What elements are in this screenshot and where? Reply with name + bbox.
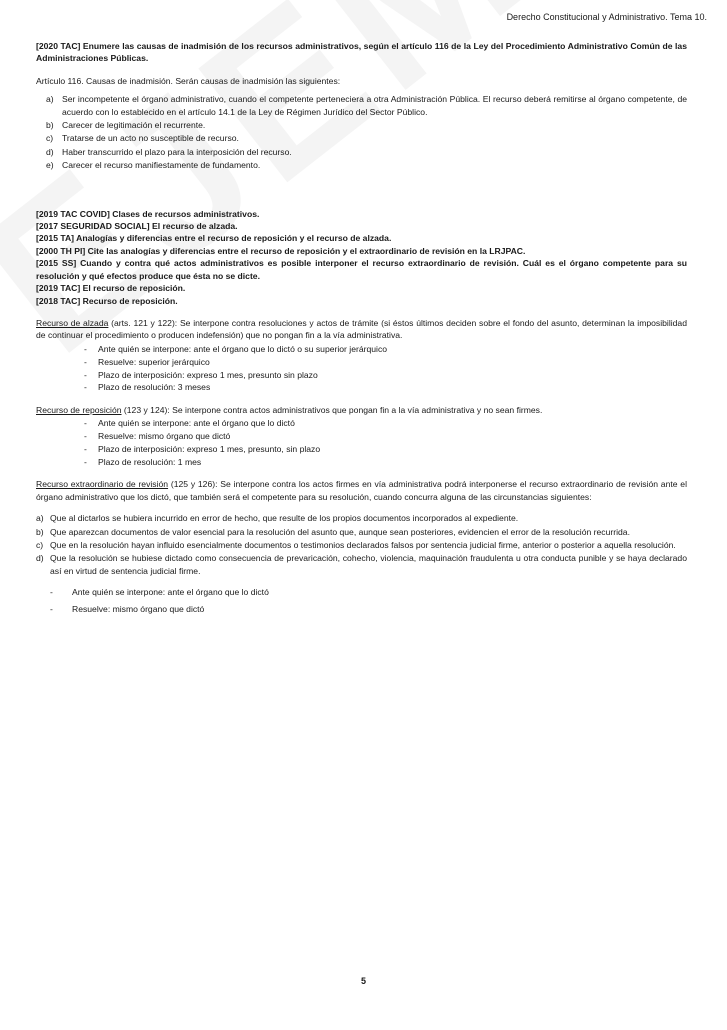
topic-line: [2015 TA] Analogías y diferencias entre el recurso de reposición y el recurso de alzada. [36, 233, 392, 244]
alzada-bullets [36, 343, 687, 394]
list-marker: c) [36, 540, 44, 550]
list-item [36, 526, 687, 538]
bullet-marker: - [84, 369, 87, 380]
bullet-marker: - [84, 356, 87, 367]
revision-bullets [36, 586, 687, 615]
inadmision-list [36, 93, 687, 171]
section-text: (125 y 126): Se interpone contra los actos firmes en vía administrativa podrá interponerse el recurso extraordinario de revisión ante el órgano administrativo que los dictó, que también será el competente para su resolución, cuando concurra alguna de las circunstancias siguientes: [36, 479, 687, 502]
list-marker: b) [46, 120, 54, 131]
list-item-text: Haber transcurrido el plazo para la interposición del recurso. [62, 146, 292, 157]
bullet-text: Ante quién se interpone: ante el órgano que lo dictó o su superior jerárquico [98, 343, 388, 354]
list-item-text: Ser incompetente el órgano administrativo, cuando el competente perteneciera a otra Administración Pública. El recurso deberá remitirse al órgano competente, de acuerdo con lo establecido en el artículo 14.1 de la Ley de Régimen Jurídico del Sector Público. [62, 94, 687, 117]
bullet-item [84, 417, 687, 429]
bullet-marker: - [84, 343, 87, 354]
topic-line: [2018 TAC] Recurso de reposición. [36, 295, 178, 306]
bullet-item [84, 369, 687, 381]
section-paragraph [36, 317, 687, 342]
bullet-item [84, 356, 687, 368]
list-item-text: Tratarse de un acto no susceptible de recurso. [62, 133, 239, 144]
question-inadmision [36, 40, 687, 65]
bullet-text: Plazo de interposición: expreso 1 mes, presunto, sin plazo [98, 444, 321, 455]
bullet-marker: - [84, 456, 87, 467]
bullet-text: Ante quién se interpone: ante el órgano que lo dictó [72, 587, 269, 598]
bullet-item [84, 343, 687, 355]
list-item-text: Que en la resolución hayan influido esencialmente documentos o testimonios declarados falsos por sentencia judicial firme, anterior o posterior a aquella resolución. [50, 540, 676, 550]
topic-line: [2017 SEGURIDAD SOCIAL] El recurso de alzada. [36, 221, 238, 232]
bullet-marker: - [84, 431, 87, 442]
section-text: (arts. 121 y 122): Se interpone contra resoluciones y actos de trámite (si éstos últimos deciden sobre el fondo del asunto, determinan la imposibilidad de continuar el procedimiento o producen indefensión) que no pongan fin a la vía administrativa. [36, 317, 687, 341]
section-paragraph [36, 404, 687, 416]
section-paragraph [36, 478, 687, 503]
bullet-marker: - [84, 418, 87, 429]
revision-list [36, 512, 687, 577]
reposicion-bullets [36, 417, 687, 468]
list-item [46, 132, 687, 144]
bullet-item [84, 456, 687, 468]
list-item [46, 119, 687, 131]
topic-line: [2015 SS] Cuando y contra qué actos administrativos es posible interponer el recurso extraordinario de revisión. Cuál es el órgano competente para su resolución y qué efectos produce que ésta no se dicte. [36, 258, 687, 281]
bullet-item [84, 430, 687, 442]
section-text: (123 y 124): Se interpone contra actos administrativos que pongan fin a la vía administrativa y no sean firmes. [121, 404, 543, 415]
page-number: 5 [360, 976, 366, 986]
section-term: Recurso de reposición [36, 404, 122, 415]
question-title: [2020 TAC] Enumere las causas de inadmisión de los recursos administrativos, según el artículo 116 de la Ley del Procedimiento Administrativo Común de las Administraciones Públicas. [36, 41, 687, 64]
list-item [36, 539, 687, 551]
list-item [46, 93, 687, 118]
section-alzada [36, 317, 687, 394]
list-item [36, 552, 687, 577]
topic-line: [2019 TAC COVID] Clases de recursos administrativos. [36, 208, 260, 219]
bullet-marker: - [50, 603, 53, 614]
list-marker: d) [36, 553, 44, 564]
bullet-text: Resuelve: superior jerárquico [98, 356, 210, 367]
list-item-text: Que al dictarlos se hubiera incurrido en error de hecho, que resulte de los propios documentos incorporados al expediente. [50, 513, 519, 524]
section-term: Recurso de alzada [36, 317, 109, 328]
list-item-text: Carecer el recurso manifiestamente de fundamento. [62, 160, 261, 171]
section-revision [36, 478, 687, 615]
list-marker: d) [46, 146, 54, 157]
page-content [36, 40, 687, 625]
bullet-text: Plazo de resolución: 1 mes [98, 456, 202, 467]
bullet-text: Ante quién se interpone: ante el órgano que lo dictó [98, 418, 295, 429]
running-header: Derecho Constitucional y Administrativo. Tema 10. [506, 12, 707, 22]
list-item [36, 512, 687, 524]
bullet-marker: - [84, 382, 87, 393]
article-intro: Artículo 116. Causas de inadmisión. Serán causas de inadmisión las siguientes: [36, 75, 341, 86]
topic-line: [2000 TH PI] Cite las analogías y diferencias entre el recurso de reposición y el extraordinario de revisión en la LRJPAC. [36, 245, 526, 256]
bullet-item [50, 586, 687, 598]
list-marker: b) [36, 526, 44, 537]
list-item-text: Carecer de legitimación el recurrente. [62, 120, 206, 131]
bullet-marker: - [84, 444, 87, 455]
bullet-text: Plazo de resolución: 3 meses [98, 382, 211, 393]
list-item [46, 146, 687, 158]
list-marker: c) [46, 133, 54, 144]
bullet-marker: - [50, 587, 53, 598]
list-item-text: Que aparezcan documentos de valor esencial para la resolución del asunto que, aunque sean posteriores, evidencien el error de la resolución recurrida. [50, 526, 630, 537]
exam-topics [36, 208, 687, 307]
bullet-item [50, 603, 687, 615]
bullet-item [84, 443, 687, 455]
list-marker: a) [36, 513, 44, 524]
list-marker: a) [46, 94, 54, 105]
list-marker: e) [46, 160, 54, 171]
bullet-item [84, 381, 687, 393]
list-item-text: Que la resolución se hubiese dictado como consecuencia de prevaricación, cohecho, violencia, maquinación fraudulenta u otra conducta punible y se haya declarado así en virtud de sentencia judicial firme. [50, 553, 687, 576]
bullet-text: Resuelve: mismo órgano que dictó [98, 431, 231, 442]
bullet-text: Resuelve: mismo órgano que dictó [72, 603, 205, 614]
section-reposicion [36, 404, 687, 469]
list-item [46, 159, 687, 171]
section-term: Recurso extraordinario de revisión [36, 479, 169, 490]
bullet-text: Plazo de interposición: expreso 1 mes, presunto sin plazo [98, 369, 318, 380]
topic-line: [2019 TAC] El recurso de reposición. [36, 283, 186, 294]
